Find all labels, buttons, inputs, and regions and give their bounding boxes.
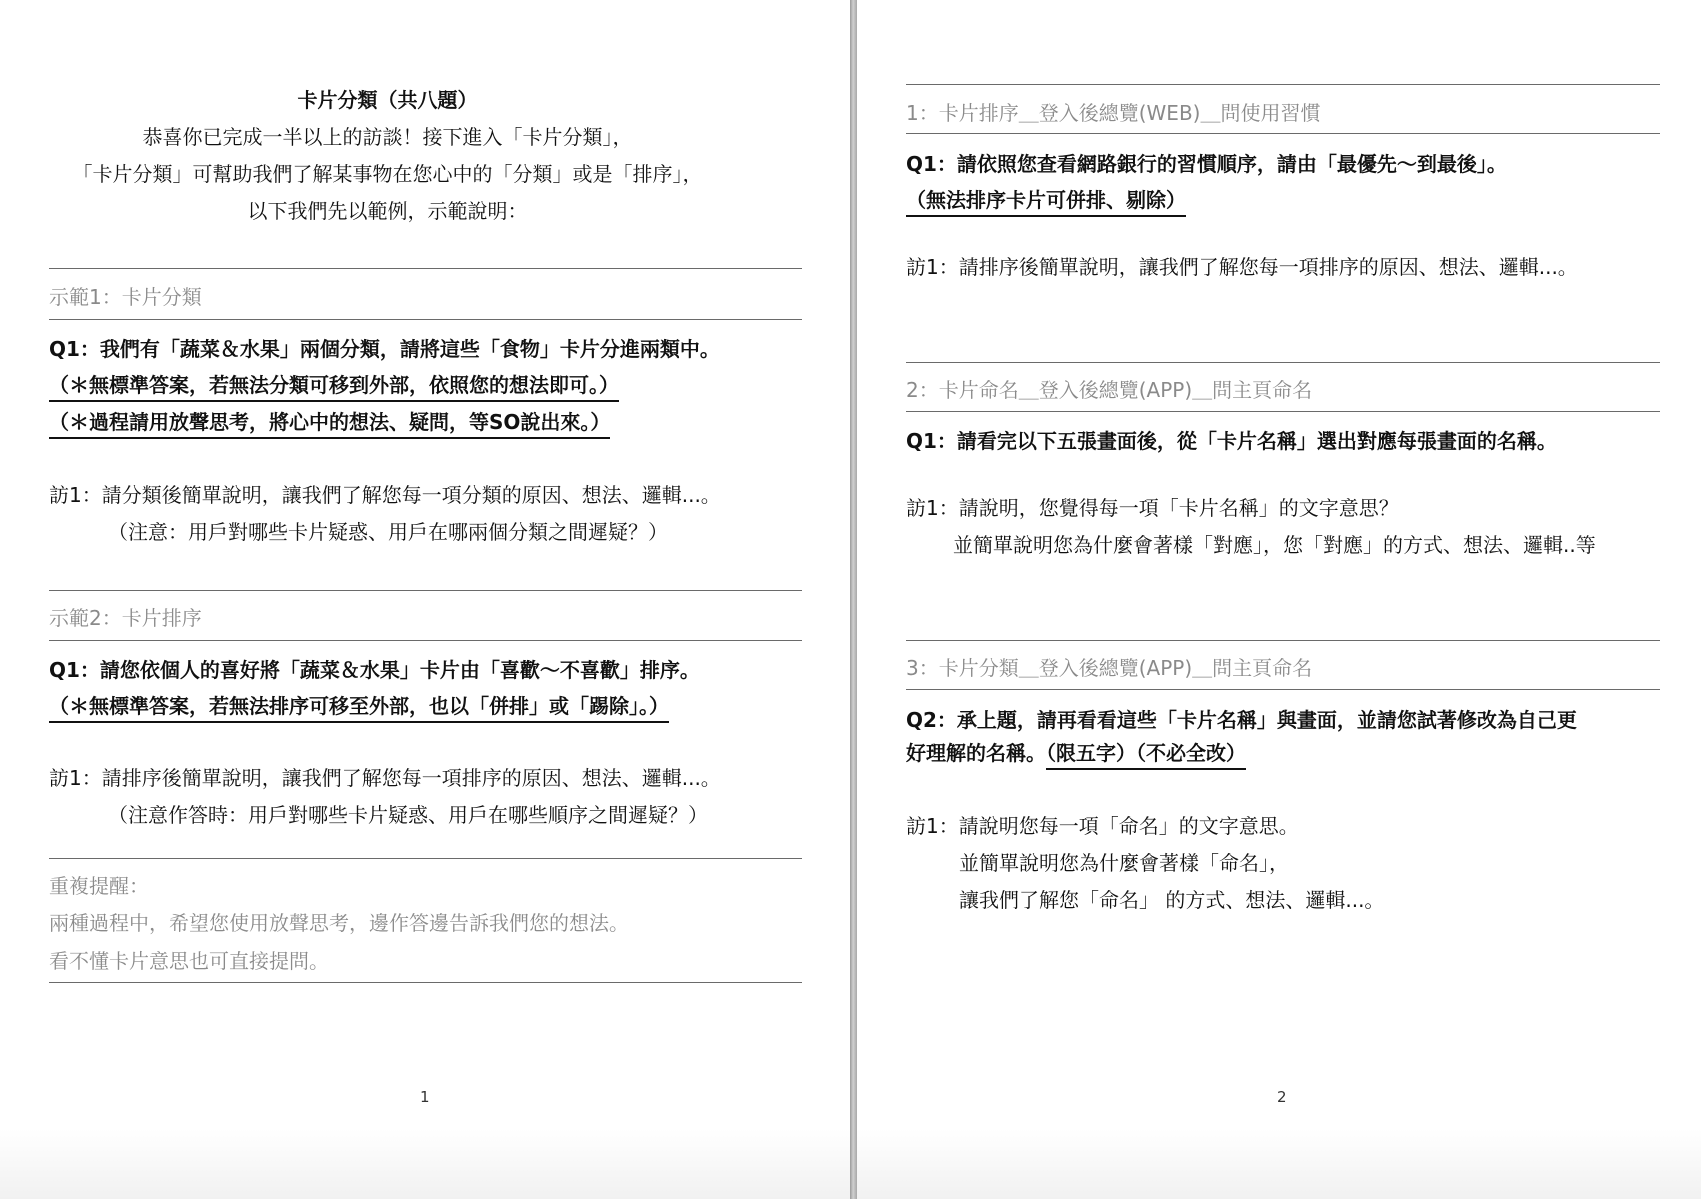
example1-interview-note: （注意：用戶對哪些卡片疑惑、用戶在哪兩個分類之間遲疑？） — [108, 520, 668, 544]
divider — [906, 84, 1660, 85]
example1-question: Q1：我們有「蔬菜＆水果」兩個分類，請將這些「食物」卡片分進兩類中。 — [49, 337, 720, 361]
section3-question: Q2：承上題，請再看看這些「卡片名稱」與畫面，並請您試著修改為自己更 — [906, 708, 1577, 732]
divider — [49, 640, 802, 641]
section3-question-cont: 好理解的名稱。（限五字）（不必全改） — [906, 737, 1246, 766]
example2-interview-note: （注意作答時：用戶對哪些卡片疑惑、用戶在哪些順序之間遲疑？） — [108, 803, 708, 827]
section2-heading: 2：卡片命名＿登入後總覽(APP)＿問主頁命名 — [906, 378, 1313, 402]
divider — [49, 982, 802, 983]
page-shadow — [857, 1129, 1701, 1199]
example1-interview: 訪1：請分類後簡單說明，讓我們了解您每一項分類的原因、想法、邏輯...。 — [49, 483, 721, 507]
reminder-line: 兩種過程中，希望您使用放聲思考，邊作答邊告訴我們您的想法。 — [49, 911, 629, 935]
intro-line: 「卡片分類」可幫助我們了解某事物在您心中的「分類」或是「排序」， — [72, 162, 703, 186]
section2-interview-cont: 並簡單說明您為什麼會著樣「對應」，您「對應」的方式、想法、邏輯..等 — [953, 533, 1596, 557]
divider — [906, 689, 1660, 690]
divider — [906, 640, 1660, 641]
section3-interview-cont: 並簡單說明您為什麼會著樣「命名」， — [959, 851, 1289, 875]
page-number: 2 — [1277, 1088, 1287, 1106]
section3-interview-cont: 讓我們了解您「命名」 的方式、想法、邏輯...。 — [959, 888, 1385, 912]
page-gutter — [850, 0, 857, 1199]
reminder-heading: 重複提醒： — [49, 874, 149, 898]
divider — [906, 362, 1660, 363]
example2-interview: 訪1：請排序後簡單說明，讓我們了解您每一項排序的原因、想法、邏輯...。 — [49, 766, 721, 790]
example2-heading: 示範2：卡片排序 — [49, 606, 202, 630]
document-page-2 — [857, 0, 1701, 1199]
section3-interview: 訪1：請說明您每一項「命名」的文字意思。 — [906, 814, 1299, 838]
divider — [49, 590, 802, 591]
section1-question: Q1：請依照您查看網路銀行的習慣順序，請由「最優先～到最後」。 — [906, 152, 1507, 176]
section2-interview: 訪1：請說明，您覺得每一項「卡片名稱」的文字意思？ — [906, 496, 1399, 520]
page-shadow — [0, 1129, 850, 1199]
example2-note: （＊無標準答案，若無法排序可移至外部，也以「併排」或「踢除」。） — [49, 690, 669, 719]
section1-interview: 訪1：請排序後簡單說明，讓我們了解您每一項排序的原因、想法、邏輯...。 — [906, 255, 1578, 279]
divider — [49, 268, 802, 269]
example1-note: （＊無標準答案，若無法分類可移到外部，依照您的想法即可。） — [49, 369, 619, 398]
section2-question: Q1：請看完以下五張畫面後，從「卡片名稱」選出對應每張畫面的名稱。 — [906, 429, 1557, 453]
divider — [906, 411, 1660, 412]
divider — [906, 133, 1660, 134]
section1-note: （無法排序卡片可併排、剔除） — [906, 184, 1186, 213]
example1-note: （＊過程請用放聲思考，將心中的想法、疑問，等SO說出來。） — [49, 406, 610, 435]
intro-line: 恭喜你已完成一半以上的訪談！接下進入「卡片分類」， — [142, 125, 633, 149]
intro-line: 以下我們先以範例，示範說明： — [247, 199, 528, 223]
divider — [49, 858, 802, 859]
section3-heading: 3：卡片分類＿登入後總覽(APP)＿問主頁命名 — [906, 656, 1313, 680]
divider — [49, 319, 802, 320]
example2-question: Q1：請您依個人的喜好將「蔬菜＆水果」卡片由「喜歡～不喜歡」排序。 — [49, 658, 700, 682]
reminder-line: 看不懂卡片意思也可直接提問。 — [49, 949, 329, 973]
page-number: 1 — [420, 1088, 430, 1106]
document-page-1 — [0, 0, 850, 1199]
page-title: 卡片分類（共八題） — [297, 88, 478, 112]
section1-heading: 1：卡片排序＿登入後總覽(WEB)＿問使用習慣 — [906, 101, 1321, 125]
example1-heading: 示範1：卡片分類 — [49, 285, 202, 309]
